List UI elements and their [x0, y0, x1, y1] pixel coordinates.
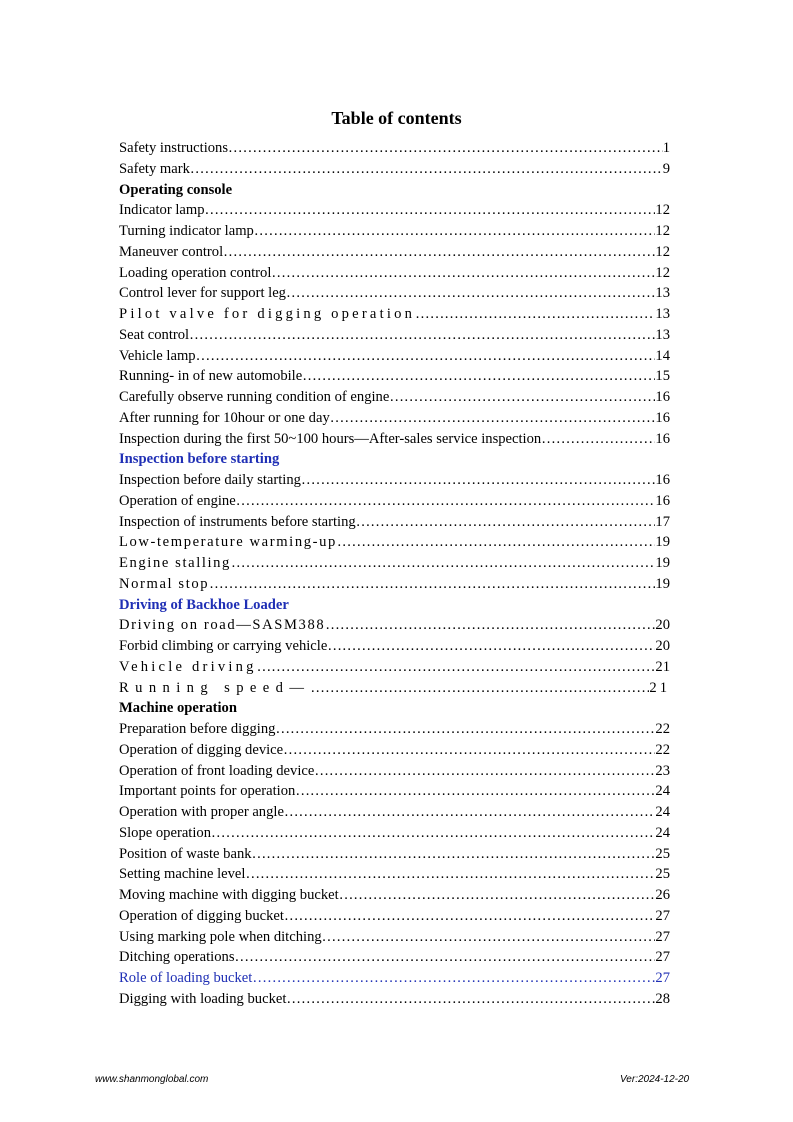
dot-leader [302, 366, 655, 387]
toc-entry[interactable] [119, 553, 670, 574]
toc-entry-label: Operation of front loading device [119, 762, 315, 779]
toc-entry-label: Operation of digging device [119, 741, 284, 758]
toc-entry[interactable] [119, 885, 670, 906]
dot-leader [189, 325, 655, 346]
toc-entry-label: Role of loading bucket [119, 970, 253, 986]
toc-entry[interactable] [119, 740, 670, 761]
toc-entry[interactable] [119, 823, 670, 844]
toc-entry-page: 20 [655, 638, 670, 654]
toc-entry-page: 16 [655, 472, 670, 488]
toc-entry-label: Engine stalling [119, 555, 231, 571]
toc-entry[interactable] [119, 304, 670, 325]
dot-leader [252, 968, 655, 989]
toc-entry-page: 1 [662, 140, 670, 156]
toc-entry-page: 17 [655, 513, 670, 530]
toc-entry-label: Using marking pole when ditching [119, 928, 322, 945]
toc-entry-page: 16 [655, 430, 670, 447]
dot-leader [231, 553, 655, 574]
toc-entry[interactable] [119, 366, 670, 387]
toc-entry-page: 22 [655, 721, 670, 737]
toc-entry[interactable] [119, 283, 670, 304]
toc-entry[interactable] [119, 802, 670, 823]
toc-entry[interactable] [119, 408, 670, 429]
toc-entry-label: Important points for operation [119, 783, 296, 800]
dot-leader [295, 781, 655, 802]
toc-section-label: Operating console [119, 181, 233, 198]
dot-leader [339, 885, 656, 906]
toc-entry-page: 24 [655, 804, 670, 820]
toc-entry-page: 27 [655, 949, 670, 966]
toc-title: Table of contents [331, 108, 462, 128]
toc-entry-page: 12 [655, 223, 670, 239]
toc-entry-label: Running speed— [119, 679, 311, 696]
toc-entry[interactable] [119, 263, 670, 284]
toc-entry-label: Vehicle lamp [119, 347, 196, 364]
dot-leader [236, 491, 656, 512]
toc-entry-label: Forbid climbing or carrying vehicle [119, 638, 328, 654]
toc-entry-page: 15 [655, 368, 670, 385]
toc-entry-label: Pilot valve for digging operation [119, 306, 416, 322]
toc-entry-label: Normal stop [119, 575, 210, 592]
toc-entry-page: 21 [655, 658, 670, 675]
toc-entry[interactable] [119, 781, 670, 802]
toc-entry-label: Digging with loading bucket [119, 990, 287, 1007]
toc-entry[interactable] [119, 532, 670, 553]
dot-leader [541, 429, 655, 450]
footer-website: www.shanmonglobal.com [95, 1074, 209, 1085]
toc-entry-label: Inspection of instruments before starting [119, 513, 356, 530]
toc-entry-label: Operation with proper angle [119, 804, 284, 820]
toc-entry[interactable] [119, 242, 670, 263]
toc-entry-page: 24 [655, 824, 670, 841]
toc-entry-page: 16 [655, 409, 670, 426]
toc-entry-page: 13 [655, 326, 670, 343]
dot-leader [283, 740, 655, 761]
toc-section-label: Machine operation [119, 700, 237, 717]
toc-entry-label: After running for 10hour or one day [119, 409, 330, 426]
toc-entry-page: 23 [655, 762, 670, 779]
dot-leader [286, 283, 655, 304]
toc-entry[interactable] [119, 906, 670, 927]
toc-entry[interactable] [119, 657, 670, 678]
toc-entry-label: Carefully observe running condition of engine [119, 389, 390, 405]
toc-entry[interactable] [119, 719, 670, 740]
toc-entry-label: Inspection during the first 50~100 hours—After-sales service inspection [119, 430, 542, 447]
toc-entry-page: 24 [655, 783, 670, 800]
dot-leader [356, 512, 656, 533]
toc-entry[interactable] [119, 325, 670, 346]
toc-entry-label: Seat control [119, 326, 190, 343]
toc-entry-page: 13 [655, 306, 670, 322]
dot-leader [190, 159, 663, 180]
dot-leader [228, 138, 663, 159]
toc-entry-label: Safety instructions [119, 140, 229, 156]
toc-entry-page: 27 [655, 928, 670, 945]
toc-entry-page: 27 [655, 970, 670, 986]
toc-entry[interactable] [119, 138, 670, 159]
toc-section-heading[interactable] [119, 595, 670, 616]
dot-leader [257, 657, 656, 678]
toc-entry-page: 28 [655, 990, 670, 1007]
toc-entry[interactable] [119, 221, 670, 242]
dot-leader [209, 574, 655, 595]
toc-entry[interactable] [119, 989, 670, 1010]
toc-entry-label: Safety mark [119, 160, 190, 177]
toc-entry-page: 20 [655, 617, 670, 634]
toc-entry-label: Low-temperature warming-up [119, 534, 337, 551]
toc-entry-page: 16 [655, 389, 670, 405]
toc-entry-page: 19 [655, 534, 670, 551]
dot-leader [205, 200, 656, 221]
toc-section-heading[interactable] [119, 180, 670, 201]
toc-entry-page: 9 [662, 160, 670, 177]
dot-leader [310, 678, 649, 699]
toc-entry-label: Maneuver control [119, 243, 224, 260]
toc-entry-label: Preparation before digging [119, 721, 276, 737]
toc-entry-page: 21 [649, 679, 670, 696]
dot-leader [284, 906, 655, 927]
toc-entry[interactable] [119, 159, 670, 180]
toc-entry-label: Position of waste bank [119, 845, 252, 862]
toc-entry-label: Ditching operations [119, 949, 235, 966]
toc-entry[interactable] [119, 512, 670, 533]
toc-entry-page: 25 [655, 845, 670, 862]
dot-leader [196, 346, 656, 367]
toc-entry-page: 19 [655, 555, 670, 571]
toc-entry-page: 12 [655, 264, 670, 281]
toc-entry-page: 22 [655, 741, 670, 758]
toc-list [119, 138, 670, 1010]
toc-entry-label: Operation of digging bucket [119, 907, 284, 924]
toc-section-heading[interactable] [119, 449, 670, 470]
toc-entry[interactable] [119, 927, 670, 948]
toc-entry-label: Operation of engine [119, 492, 236, 509]
toc-entry-page: 27 [655, 907, 670, 924]
toc-entry[interactable] [119, 387, 670, 408]
toc-entry[interactable] [119, 864, 670, 885]
dot-leader [325, 615, 655, 636]
dot-leader [235, 947, 656, 968]
toc-entry[interactable] [119, 947, 670, 968]
toc-entry-page: 19 [655, 575, 670, 592]
dot-leader [245, 864, 655, 885]
toc-entry-label: Inspection before daily starting [119, 472, 301, 488]
toc-entry-label: Setting machine level [119, 866, 246, 883]
toc-entry[interactable] [119, 491, 670, 512]
dot-leader [252, 844, 656, 865]
dot-leader [327, 636, 655, 657]
dot-leader [415, 304, 655, 325]
dot-leader [286, 989, 655, 1010]
toc-entry-label: Loading operation control [119, 264, 272, 281]
toc-entry-page: 16 [655, 492, 670, 509]
toc-entry[interactable] [119, 200, 670, 221]
toc-entry[interactable] [119, 346, 670, 367]
toc-section-label: Driving of Backhoe Loader [119, 596, 289, 613]
toc-entry-page: 12 [655, 202, 670, 219]
toc-entry[interactable] [119, 429, 670, 450]
toc-entry-page: 26 [655, 887, 670, 903]
dot-leader [223, 242, 655, 263]
dot-leader [314, 761, 655, 782]
toc-entry[interactable] [119, 574, 670, 595]
dot-leader [301, 470, 655, 491]
dot-leader [271, 263, 655, 284]
toc-entry-label: Running- in of new automobile [119, 368, 303, 385]
toc-entry-page: 12 [655, 243, 670, 260]
toc-section-heading[interactable] [119, 698, 670, 719]
toc-entry-label: Turning indicator lamp [119, 223, 254, 239]
toc-entry-label: Control lever for support leg [119, 285, 286, 302]
dot-leader [275, 719, 655, 740]
toc-entry-label: Slope operation [119, 824, 212, 841]
toc-entry[interactable] [119, 678, 670, 699]
dot-leader [322, 927, 656, 948]
toc-entry[interactable] [119, 844, 670, 865]
footer-version: Ver:2024-12-20 [620, 1074, 690, 1085]
toc-entry-page: 25 [655, 866, 670, 883]
toc-entry-label: Vehicle driving [119, 658, 257, 675]
toc-entry-page: 14 [655, 347, 670, 364]
toc-entry-label: Driving on road—SASM388 [119, 617, 326, 634]
toc-entry[interactable] [119, 615, 670, 636]
toc-entry[interactable] [119, 761, 670, 782]
dot-leader [337, 532, 656, 553]
dot-leader [284, 802, 655, 823]
toc-entry[interactable] [119, 470, 670, 491]
toc-entry[interactable] [119, 636, 670, 657]
toc-entry-label: Indicator lamp [119, 202, 205, 219]
dot-leader [389, 387, 655, 408]
dot-leader [254, 221, 656, 242]
toc-entry[interactable] [119, 968, 670, 989]
toc-entry-page: 13 [655, 285, 670, 302]
toc-section-label: Inspection before starting [119, 451, 280, 468]
dot-leader [330, 408, 656, 429]
toc-entry-label: Moving machine with digging bucket [119, 887, 339, 903]
dot-leader [211, 823, 655, 844]
